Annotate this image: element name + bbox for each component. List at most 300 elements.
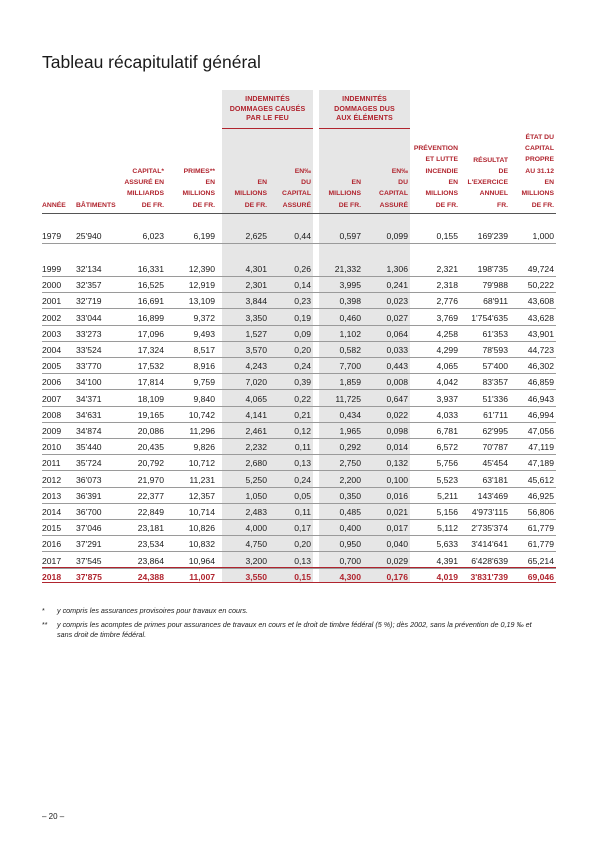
table-cell: 3'414'641 [471, 539, 508, 550]
table-cell: 61'711 [483, 409, 508, 420]
table-cell: 169'239 [477, 231, 508, 241]
table-cell: 3,550 [245, 571, 267, 582]
table-row [0, 423, 598, 439]
column-header-line: FR. [497, 201, 508, 209]
table-cell: 4,033 [436, 409, 458, 420]
table-cell: 1,050 [245, 490, 267, 501]
table-cell: 0,027 [386, 312, 408, 323]
table-cell: 7,700 [339, 361, 361, 372]
table-cell: 1979 [42, 231, 62, 241]
table-row [0, 488, 598, 504]
table-row [0, 407, 598, 423]
table-row [0, 504, 598, 520]
table-cell: 34'100 [76, 377, 102, 388]
group-underline-fire [222, 128, 313, 129]
table-cell: 6,199 [193, 231, 215, 241]
table-cell: 47,189 [527, 458, 554, 469]
table-cell: 37'291 [76, 539, 102, 550]
table-cell: 2001 [42, 296, 62, 307]
group-header-line: INDEMNITÉS [245, 95, 290, 103]
table-cell: 79'988 [482, 280, 508, 291]
table-cell: 2008 [42, 409, 62, 420]
table-cell: 61,779 [527, 539, 554, 550]
table-cell: 44,723 [527, 345, 554, 355]
column-header-line: PRIMES** [183, 167, 215, 175]
table-cell: 17,814 [137, 377, 164, 388]
table-cell: 0,44 [294, 231, 311, 241]
column-header-line: DE FR. [141, 201, 164, 209]
table-cell: 0,15 [294, 571, 311, 582]
column-header-line: EN [205, 179, 215, 187]
table-cell: 4'973'115 [471, 507, 508, 517]
table-cell: 1999 [42, 264, 62, 274]
column-header [222, 177, 267, 211]
column-header [319, 177, 361, 211]
table-cell: 3,844 [245, 296, 267, 307]
table-cell: 45,612 [527, 474, 554, 485]
column-header-line: AU 31.12 [525, 167, 554, 175]
table-cell: 2,318 [436, 280, 458, 291]
table-cell: 3,995 [339, 280, 361, 291]
table-cell: 5,211 [437, 490, 458, 501]
table-cell: 0,008 [386, 377, 408, 388]
footnote-text: y compris les acomptes de primes pour assurances de travaux en cours et le droit de timbre fédéral (5 %); dès 2002, sans la prévention de 0,19 ‰ et sans droit de timbre fédéral. [57, 620, 532, 639]
table-cell: 0,26 [294, 264, 311, 274]
table-cell: 2,680 [245, 458, 267, 469]
group-header-elements [319, 95, 410, 124]
table-cell: 4,042 [436, 377, 458, 388]
table-cell: 4,065 [436, 361, 458, 372]
table-cell: 20,086 [137, 426, 164, 436]
table-cell: 46,302 [527, 361, 554, 372]
table-cell: 9,372 [193, 312, 215, 323]
table-cell: 50,222 [527, 280, 554, 291]
page-number: – 20 – [42, 812, 65, 821]
table-cell: 37'046 [76, 523, 102, 534]
table-cell: 69,046 [527, 571, 554, 582]
table-cell: 24,388 [137, 571, 164, 582]
table-cell: 6'428'639 [471, 555, 508, 566]
table-cell: 1,527 [245, 328, 267, 339]
column-header [168, 166, 215, 211]
table-cell: 2000 [42, 280, 62, 291]
column-header-line: MILLIONS [521, 190, 554, 198]
table-cell: 1,000 [532, 231, 554, 241]
table-cell: 143'469 [477, 490, 508, 501]
column-header-line: DE [498, 167, 508, 175]
table-cell: 34'371 [76, 393, 102, 404]
table-cell: 7,020 [245, 377, 267, 388]
group-header-line: DOMMAGES DUS [334, 104, 395, 113]
table-cell: 0,21 [294, 409, 311, 420]
table-cell: 0,24 [294, 361, 311, 372]
group-header-line: AUX ÉLÉMENTS [336, 114, 393, 123]
table-cell: 1'754'635 [471, 312, 508, 323]
column-header-line: CAPITAL [282, 190, 311, 198]
table-cell: 0,023 [386, 296, 408, 307]
table-cell: 43,628 [527, 312, 554, 323]
table-cell: 10,742 [188, 409, 215, 420]
table-cell: 0,098 [386, 426, 408, 436]
table-cell: 8,916 [193, 361, 215, 372]
table-cell: 9,826 [193, 442, 215, 453]
final-row-bottom-rule [42, 582, 556, 583]
table-cell: 0,017 [386, 523, 408, 534]
table-cell: 0,12 [294, 426, 311, 436]
table-cell: 2012 [42, 474, 62, 485]
table-row [0, 261, 598, 277]
table-cell: 0,398 [339, 296, 361, 307]
table-cell: 10,964 [188, 555, 215, 566]
table-cell: 2002 [42, 312, 62, 323]
table-cell: 61,779 [527, 523, 554, 534]
column-header [42, 200, 72, 211]
column-header [412, 143, 458, 211]
table-cell: 0,021 [386, 507, 408, 517]
table-cell: 5,523 [436, 474, 458, 485]
column-header-line: L'EXERCICE [467, 179, 508, 187]
table-cell: 63'181 [482, 474, 508, 485]
table-cell: 43,901 [527, 328, 554, 339]
table-cell: 2003 [42, 328, 62, 339]
table-cell: 0,099 [386, 231, 408, 241]
table-cell: 0,39 [294, 377, 311, 388]
table-cell: 0,460 [339, 312, 361, 323]
table-cell: 2004 [42, 345, 62, 355]
table-cell: 17,324 [137, 345, 164, 355]
column-header-line: EN [544, 179, 554, 187]
table-cell: 4,301 [245, 264, 267, 274]
group-header-fire [222, 95, 313, 124]
table-cell: 33'273 [76, 328, 102, 339]
table-cell: 4,299 [436, 345, 458, 355]
table-cell: 49,724 [527, 264, 554, 274]
table-cell: 0,14 [294, 280, 311, 291]
table-cell: 2,321 [436, 264, 458, 274]
table-cell: 33'770 [76, 361, 102, 372]
column-header-line: MILLIONS [425, 190, 458, 198]
table-cell: 198'735 [477, 264, 508, 274]
table-row [0, 520, 598, 536]
table-cell: 4,258 [436, 328, 458, 339]
table-row [0, 342, 598, 358]
column-header [76, 200, 116, 211]
table-cell: 2010 [42, 442, 62, 453]
table-cell: 4,000 [245, 523, 267, 534]
column-header-line: DU [398, 179, 408, 187]
table-cell: 2014 [42, 507, 62, 517]
table-cell: 36'700 [76, 507, 102, 517]
column-header-line: MILLIARDS [126, 190, 164, 198]
table-cell: 0,292 [339, 442, 361, 453]
column-header-line: PRÉVENTION [413, 145, 458, 153]
table-cell: 0,05 [294, 490, 311, 501]
table-row [0, 374, 598, 390]
table-cell: 0,485 [339, 507, 361, 517]
column-header-line: ASSURÉ [282, 201, 311, 209]
table-row [0, 228, 598, 244]
table-cell: 0,040 [386, 539, 408, 550]
header-rule [42, 213, 556, 214]
table-cell: 0,597 [339, 231, 361, 241]
table-cell: 0,13 [294, 555, 311, 566]
table-row [0, 455, 598, 471]
table-cell: 62'995 [482, 426, 508, 436]
table-cell: 0,950 [339, 539, 361, 550]
table-cell: 17,532 [137, 361, 164, 372]
table-cell: 3,769 [436, 312, 458, 323]
table-row [0, 536, 598, 552]
column-header [267, 166, 311, 211]
column-header [512, 132, 554, 211]
table-cell: 3,937 [436, 393, 458, 404]
table-cell: 51'336 [482, 393, 508, 404]
table-cell: 1,102 [339, 328, 361, 339]
column-header-line: DE FR. [192, 201, 215, 209]
table-cell: 2006 [42, 377, 62, 388]
column-header-line: EN‰ [294, 167, 311, 175]
table-cell: 10,832 [188, 539, 215, 550]
table-cell: 78'593 [482, 345, 508, 355]
table-cell: 32'134 [76, 264, 102, 274]
table-cell: 0,400 [339, 523, 361, 534]
table-cell: 0,434 [339, 409, 361, 420]
table-cell: 6,572 [436, 442, 458, 453]
column-header-line: CAPITAL [379, 190, 408, 198]
table-cell: 21,970 [137, 474, 164, 485]
column-header-line: ÉTAT DU [525, 133, 554, 141]
column-header [118, 166, 164, 211]
table-cell: 0,20 [294, 345, 311, 355]
table-cell: 11,296 [189, 426, 215, 436]
table-cell: 4,065 [245, 393, 267, 404]
table-cell: 23,864 [137, 555, 164, 566]
column-header [460, 155, 508, 211]
table-cell: 2,776 [436, 296, 458, 307]
column-header-line: ASSURÉ EN [124, 179, 164, 187]
table-cell: 34'631 [76, 409, 102, 420]
table-cell: 2,625 [245, 231, 267, 241]
column-header-line: DE FR. [531, 201, 554, 209]
table-cell: 33'044 [76, 312, 102, 323]
table-cell: 6,781 [436, 426, 458, 436]
column-header-line: ASSURÉ [379, 201, 408, 209]
table-cell: 65,214 [527, 555, 554, 566]
column-header-line: EN [351, 179, 361, 187]
table-cell: 0,350 [339, 490, 361, 501]
table-cell: 2,200 [339, 474, 361, 485]
table-cell: 22,377 [137, 490, 164, 501]
table-cell: 16,899 [137, 312, 164, 323]
column-header-line: ET LUTTE [425, 156, 458, 164]
table-cell: 1,859 [339, 377, 361, 388]
column-header-line: DE FR. [338, 201, 361, 209]
table-cell: 0,443 [386, 361, 408, 372]
table-cell: 0,100 [386, 474, 408, 485]
table-cell: 34'874 [76, 426, 102, 436]
table-cell: 9,759 [193, 377, 215, 388]
table-cell: 2,232 [245, 442, 267, 453]
table-cell: 61'353 [482, 328, 508, 339]
table-cell: 0,700 [339, 555, 361, 566]
table-cell: 5,112 [437, 523, 458, 534]
column-header-line: ANNUEL [479, 190, 508, 198]
column-header-line: EN‰ [391, 167, 408, 175]
table-row [0, 472, 598, 488]
table-cell: 36'073 [76, 474, 102, 485]
table-cell: 3'831'739 [470, 571, 508, 582]
table-cell: 0,022 [386, 409, 408, 420]
column-header [361, 166, 408, 211]
table-row [0, 439, 598, 455]
table-cell: 1,965 [339, 426, 361, 436]
table-cell: 11,007 [189, 571, 215, 582]
table-row [0, 391, 598, 407]
table-cell: 0,014 [386, 442, 408, 453]
table-cell: 3,570 [245, 345, 267, 355]
table-cell: 21,332 [334, 264, 361, 274]
table-cell: 12,357 [188, 490, 215, 501]
table-cell: 2,750 [339, 458, 361, 469]
table-cell: 0,24 [294, 474, 311, 485]
table-cell: 6,023 [142, 231, 164, 241]
table-cell: 4,391 [436, 555, 458, 566]
table-cell: 0,23 [294, 296, 311, 307]
table-cell: 4,243 [245, 361, 267, 372]
table-cell: 0,029 [386, 555, 408, 566]
table-cell: 45'454 [482, 458, 508, 469]
column-header-line: DE FR. [435, 201, 458, 209]
table-cell: 35'440 [76, 442, 102, 453]
table-cell: 37'875 [76, 571, 102, 582]
column-header-line: EN [448, 179, 458, 187]
table-cell: 0,016 [386, 490, 408, 501]
table-cell: 18,109 [137, 393, 164, 404]
group-header-line: INDEMNITÉS [342, 95, 387, 103]
table-cell: 0,033 [386, 345, 408, 355]
table-cell: 10,826 [188, 523, 215, 534]
column-header-line: CAPITAL* [132, 167, 164, 175]
table-cell: 4,019 [436, 571, 458, 582]
table-cell: 16,331 [137, 264, 164, 274]
table-cell: 4,300 [339, 571, 361, 582]
table-cell: 37'545 [76, 555, 102, 566]
table-cell: 2009 [42, 426, 62, 436]
table-cell: 0,17 [294, 523, 311, 534]
table-cell: 0,155 [436, 231, 458, 241]
table-cell: 2017 [42, 555, 62, 566]
table-cell: 19,165 [137, 409, 164, 420]
table-cell: 0,064 [386, 328, 408, 339]
table-cell: 4,750 [245, 539, 267, 550]
table-row [0, 310, 598, 326]
table-cell: 3,200 [245, 555, 267, 566]
table-cell: 47,119 [528, 442, 554, 453]
group-underline-elements [319, 128, 410, 129]
column-header-line: MILLIONS [182, 190, 215, 198]
table-cell: 23,534 [137, 539, 164, 550]
table-cell: 3,350 [245, 312, 267, 323]
table-cell: 43,608 [527, 296, 554, 307]
table-cell: 47,056 [527, 426, 554, 436]
table-cell: 0,176 [386, 571, 408, 582]
table-cell: 5,156 [436, 507, 458, 517]
table-cell: 12,390 [188, 264, 215, 274]
table-cell: 0,11 [294, 507, 311, 517]
table-cell: 20,792 [137, 458, 164, 469]
table-cell: 11,725 [335, 393, 361, 404]
column-header-line: DU [301, 179, 311, 187]
row-rule [42, 243, 556, 244]
table-cell: 46,994 [527, 409, 554, 420]
table-cell: 1,306 [386, 264, 408, 274]
table-cell: 70'787 [482, 442, 508, 453]
column-header-line: ANNÉE [42, 201, 66, 209]
table-cell: 8,517 [193, 345, 215, 355]
table-row [0, 277, 598, 293]
table-cell: 57'400 [482, 361, 508, 372]
table-cell: 0,13 [294, 458, 311, 469]
column-header-line: BÂTIMENTS [76, 201, 116, 209]
table-cell: 16,691 [137, 296, 164, 307]
table-cell: 10,714 [188, 507, 215, 517]
table-cell: 68'911 [483, 296, 508, 307]
table-cell: 33'524 [76, 345, 102, 355]
column-header-line: EN [257, 179, 267, 187]
table-cell: 0,132 [386, 458, 408, 469]
table-cell: 0,09 [294, 328, 311, 339]
table-cell: 2015 [42, 523, 62, 534]
table-cell: 0,241 [386, 280, 408, 291]
table-cell: 2,461 [245, 426, 267, 436]
table-cell: 5,250 [245, 474, 267, 485]
column-header-line: MILLIONS [234, 190, 267, 198]
table-cell: 36'391 [76, 490, 102, 501]
column-header-line: RÉSULTAT [473, 156, 508, 164]
table-cell: 0,20 [294, 539, 311, 550]
table-row [0, 358, 598, 374]
table-cell: 12,919 [188, 280, 215, 291]
table-cell: 0,11 [294, 442, 311, 453]
table-cell: 5,633 [436, 539, 458, 550]
table-row [0, 326, 598, 342]
table-cell: 20,435 [137, 442, 164, 453]
table-cell: 46,925 [527, 490, 554, 501]
column-header-line: CAPITAL [525, 145, 554, 153]
table-cell: 2011 [42, 458, 61, 469]
table-cell: 2016 [42, 539, 62, 550]
table-cell: 10,712 [188, 458, 215, 469]
table-cell: 0,22 [294, 393, 311, 404]
group-header-line: PAR LE FEU [246, 114, 289, 123]
table-cell: 9,840 [193, 393, 215, 404]
column-header-line: INCENDIE [425, 167, 458, 175]
table-cell: 23,181 [137, 523, 164, 534]
group-header-line: DOMMAGES CAUSÉS [229, 104, 306, 113]
table-cell: 9,493 [193, 328, 215, 339]
table-cell: 35'724 [76, 458, 102, 469]
table-cell: 46,859 [527, 377, 554, 388]
table-cell: 2,483 [245, 507, 267, 517]
table-cell: 46,943 [527, 393, 554, 404]
table-cell: 25'940 [76, 231, 102, 241]
table-cell: 2007 [42, 393, 62, 404]
table-cell: 5,756 [436, 458, 458, 469]
table-cell: 83'357 [482, 377, 508, 388]
table-cell: 17,096 [137, 328, 164, 339]
footnote-mark: ** [42, 620, 48, 629]
table-cell: 2018 [42, 571, 62, 582]
